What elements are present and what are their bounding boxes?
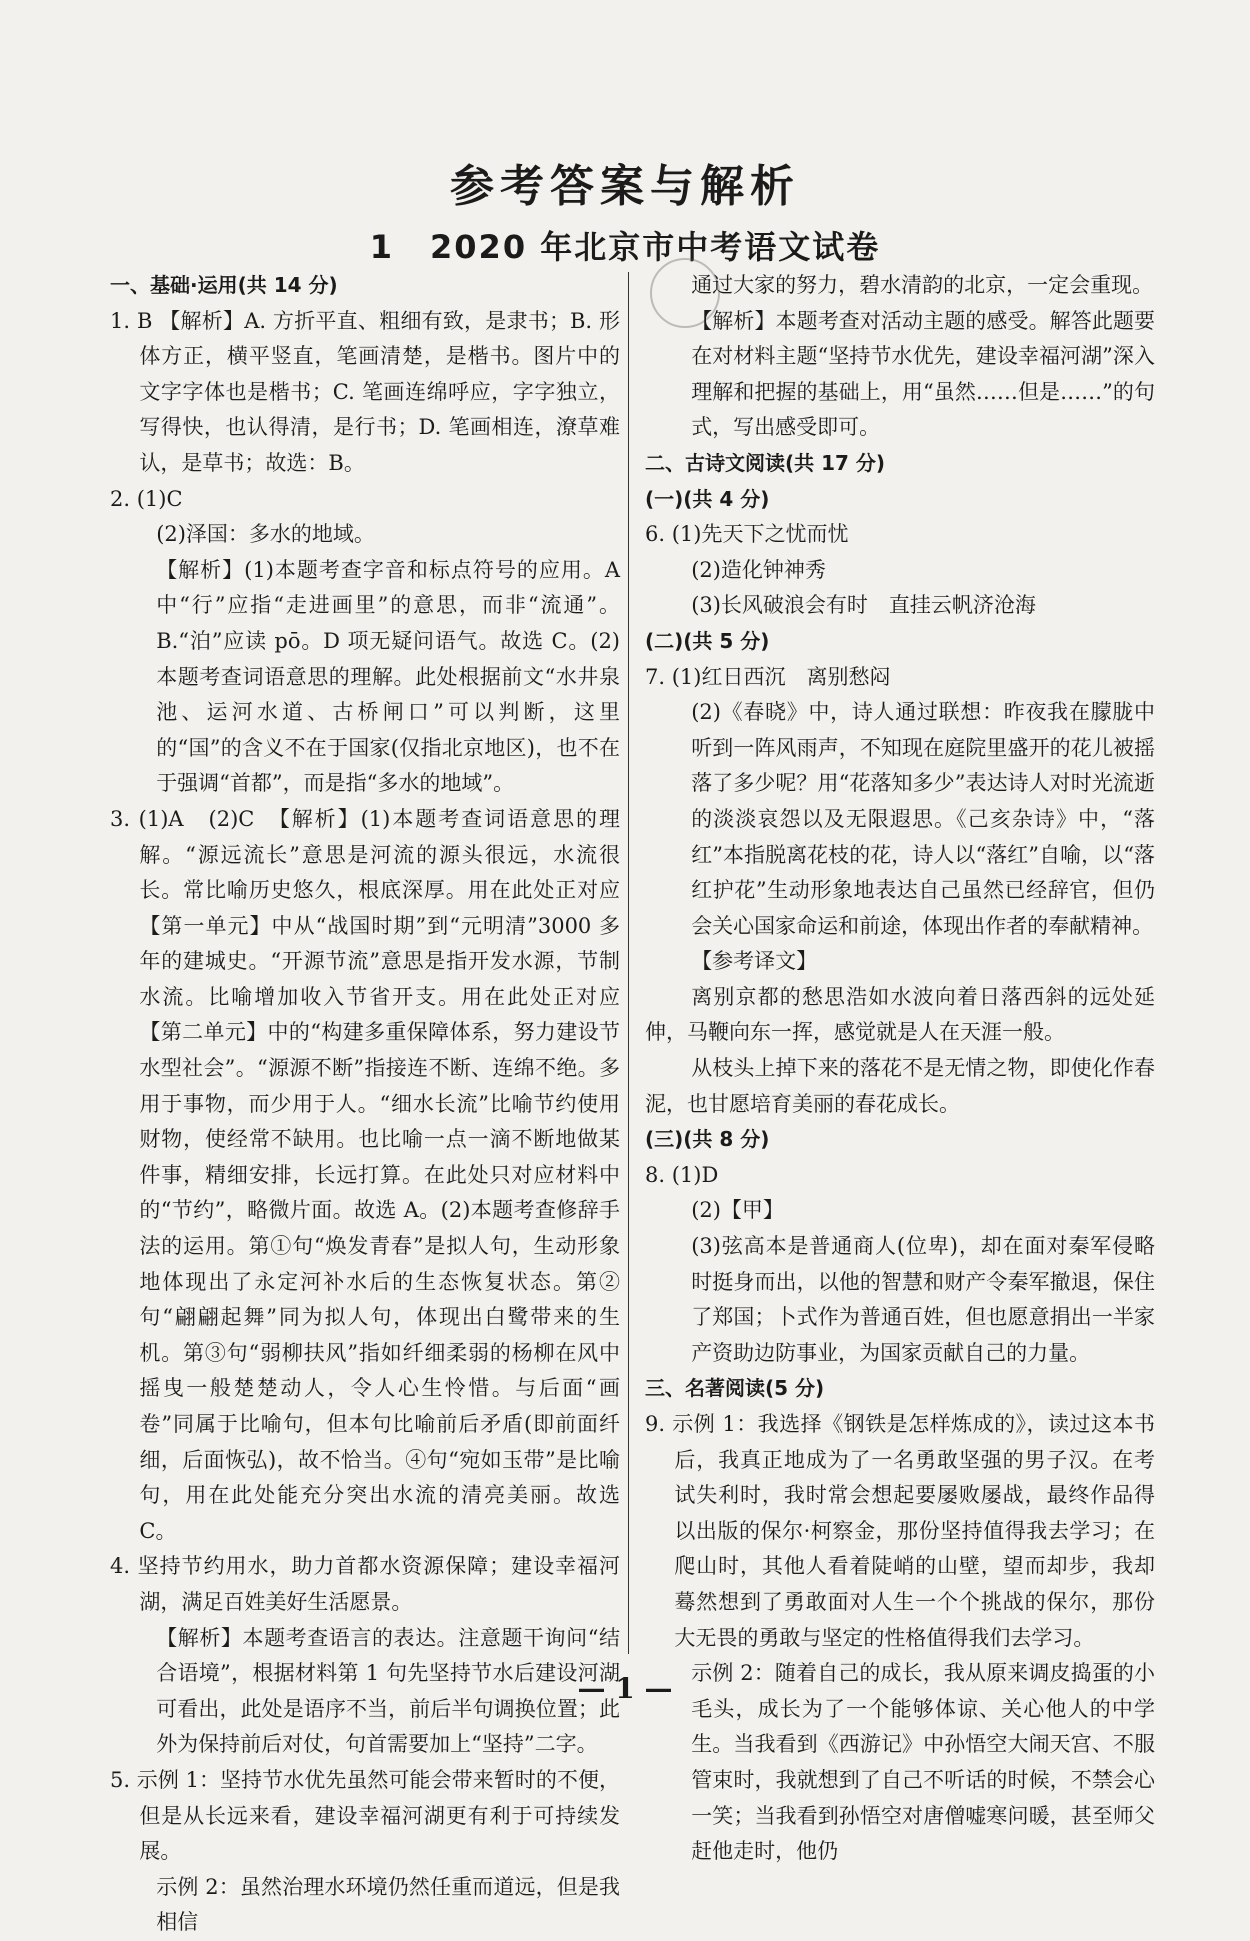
- answer-paragraph: 【解析】本题考查对活动主题的感受。解答此题要在对材料主题“坚持节水优先，建设幸福河湖”深入理解和把握的基础上，用“虽然……但是……”的句式，写出感受即可。: [691, 308, 1155, 440]
- answer-paragraph: 从枝头上掉下来的落花不是无情之物，即使化作春泥，也甘愿培育美丽的春花成长。: [645, 1056, 1155, 1116]
- answer-paragraph: (2)泽国：多水的地域。: [156, 522, 375, 547]
- answer-paragraph: 3. (1)A (2)C 【解析】(1)本题考查词语意思的理解。“源远流长”意思是河流的源头很远，水流很长。常比喻历史悠久，根底深厚。用在此处正对应【第一单元】中从“战国时期”到“元明清”3000 多年的建城史。“开源节流”意思是指开发水源，节制水流。比喻增加收入节省开支。用在此处正对应【第二单元】中的“构建多重保障体系，努力建设节水型社会”。“源源不断”指接连不断、连绵不绝。多用于事物，而少用于人。“细水长流”比喻节约使用财物，使经常不缺用。也比喻一点一滴不断地做某件事，精细安排，长远打算。在此处只对应材料中的“节约”，略微片面。故选 A。(2)本题考查修辞手法的运用。第①句“焕发青春”是拟人句，生动形象地体现出了永定河补水后的生态恢复状态。第②句“翩翩起舞”同为拟人句，体现出白鹭带来的生机。第③句“弱柳扶风”指如纤细柔弱的杨柳在风中摇曳一般楚楚动人，令人心生怜惜。与后面“画卷”同属于比喻句，但本句比喻前后矛盾(即前面纤细，后面恢弘)，故不恰当。④句“宛如玉带”是比喻句，用在此处能充分突出水流的清亮美丽。故选 C。: [110, 806, 620, 1543]
- paper-number: 1: [369, 228, 395, 266]
- answer-paragraph: 2. (1)C: [110, 486, 183, 511]
- answer-paragraph: 7. (1)红日西沉 离别愁闷: [645, 664, 891, 689]
- section-heading: (一)(共 4 分): [645, 486, 770, 511]
- answer-paragraph: 4. 坚持节约用水，助力首都水资源保障；建设幸福河湖，满足百姓美好生活愿景。: [110, 1554, 620, 1614]
- page-number: — 1 —: [577, 1672, 673, 1705]
- left-column: [110, 268, 620, 1935]
- answer-paragraph: 示例 2：虽然治理水环境仍然任重而道远，但是我相信: [156, 1874, 620, 1935]
- section-heading: 二、古诗文阅读(共 17 分): [645, 450, 886, 475]
- answer-paragraph: 【参考译文】: [691, 949, 818, 974]
- column-divider: [628, 272, 629, 1654]
- answer-paragraph: 示例 2：随着自己的成长，我从原来调皮捣蛋的小毛头，成长为了一个能够体谅、关心他人的中学生。当我看到《西游记》中孙悟空大闹天宫、不服管束时，我就想到了自己不听话的时候，不禁会心一笑；当我看到孙悟空对唐僧嘘寒问暖，甚至师父赶他走时，他仍: [691, 1661, 1155, 1864]
- page-title: 参考答案与解析: [450, 161, 800, 212]
- answer-paragraph: 离别京都的愁思浩如水波向着日落西斜的远处延伸，马鞭向东一挥，感觉就是人在天涯一般。: [645, 984, 1155, 1045]
- right-column: [645, 268, 1155, 1864]
- answer-paragraph: 通过大家的努力，碧水清韵的北京，一定会重现。: [691, 273, 1154, 297]
- section-heading: (二)(共 5 分): [645, 628, 770, 653]
- answer-paragraph: 【解析】本题考查语言的表达。注意题干询问“结合语境”，根据材料第 1 句先坚持节水后建设河湖可看出，此处是语序不当，前后半句调换位置；此外为保持前后对仗，句首需要加上“坚持”二字。: [156, 1625, 620, 1757]
- answer-paragraph: 5. 示例 1：坚持节水优先虽然可能会带来暂时的不便，但是从长远来看，建设幸福河湖更有利于可持续发展。: [110, 1767, 620, 1864]
- answer-paragraph: (2)造化钟神秀: [691, 557, 826, 582]
- answer-paragraph: 1. B 【解析】A. 方折平直、粗细有致，是隶书；B. 形体方正，横平竖直，笔画清楚，是楷书。图片中的文字字体也是楷书；C. 笔画连绵呼应，字字独立，写得快，也认得清，是行书；D. 笔画相连，潦草难认，是草书；故选：B。: [110, 308, 620, 475]
- answer-paragraph: (2)【甲】: [691, 1198, 784, 1223]
- answer-paragraph: 8. (1)D: [645, 1162, 719, 1187]
- paper-title: [0, 222, 1250, 268]
- answer-paragraph: 【解析】(1)本题考查字音和标点符号的应用。A 中“行”应指“走进画里”的意思，而非“流通”。B.“泊”应读 pō。D 项无疑问语气。故选 C。(2)本题考查词语意思的理解。此处根据前文“水井泉池、运河水道、古桥闸口”可以判断，这里的“国”的含义不在于国家(仅指北京地区)，也不在于强调“首都”，而是指“多水的地域”。: [156, 557, 620, 796]
- paper-title-text: 2020 年北京市中考语文试卷: [430, 228, 881, 266]
- answer-paragraph: (2)《春晓》中，诗人通过联想：昨夜我在朦胧中听到一阵风雨声，不知现在庭院里盛开的花儿被摇落了多少呢？用“花落知多少”表达诗人对时光流逝的淡淡哀怨以及无限遐思。《己亥杂诗》中，“落红”本指脱离花枝的花，诗人以“落红”自喻，以“落红护花”生动形象地表达自己虽然已经辞官，但仍会关心国家命运和前途，体现出作者的奉献精神。: [691, 700, 1155, 938]
- answer-paragraph: (3)长风破浪会有时 直挂云帆济沧海: [691, 593, 1036, 618]
- answer-paragraph: 6. (1)先天下之忧而忧: [645, 522, 849, 547]
- answer-paragraph: (3)弦高本是普通商人(位卑)，却在面对秦军侵略时挺身而出，以他的智慧和财产令秦军撤退，保住了郑国；卜式作为普通百姓，但也愿意捐出一半家产资助边防事业，为国家贡献自己的力量。: [691, 1234, 1155, 1365]
- section-heading: 一、基础·运用(共 14 分): [110, 273, 338, 297]
- section-heading: (三)(共 8 分): [645, 1127, 770, 1152]
- answer-paragraph: 9. 示例 1：我选择《钢铁是怎样炼成的》，读过这本书后，我真正地成为了一名勇敢坚强的男子汉。在考试失利时，我时常会想起要屡败屡战，最终作品得以出版的保尔·柯察金，那份坚持值得我去学习；在爬山时，其他人看着陡峭的山壁，望而却步，我却蓦然想到了勇敢面对人生一个个挑战的保尔，那份大无畏的勇敢与坚定的性格值得我们去学习。: [645, 1412, 1155, 1650]
- section-heading: 三、名著阅读(5 分): [645, 1376, 825, 1401]
